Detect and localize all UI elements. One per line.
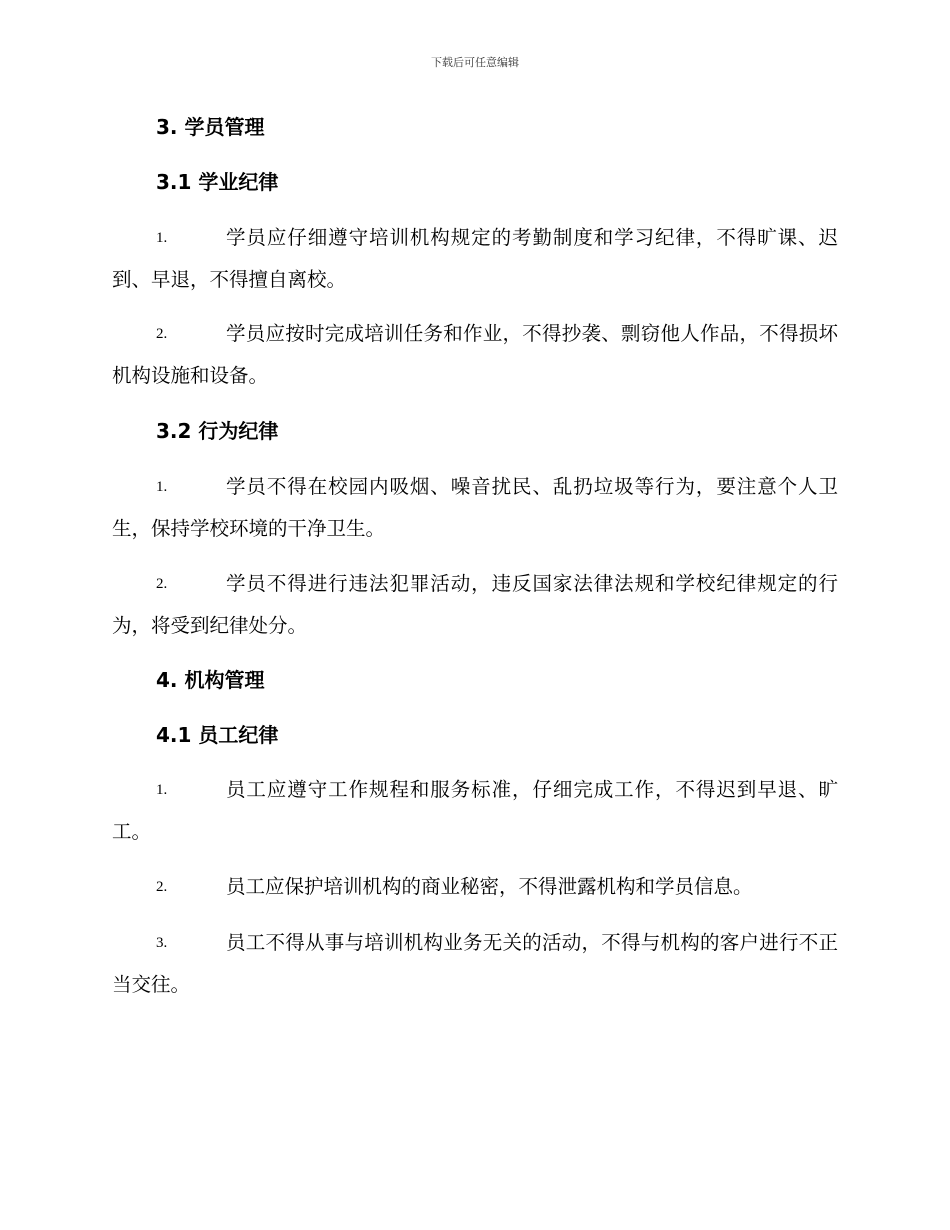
list-item xyxy=(112,769,838,853)
list-item-text: 员工不得从事与培训机构业务无关的活动，不得与机构的客户进行不正当交往。 xyxy=(112,931,838,996)
list-item-text: 员工应保护培训机构的商业秘密，不得泄露机构和学员信息。 xyxy=(226,875,753,898)
list-item-number: 3. xyxy=(156,935,168,951)
list-item-number: 1. xyxy=(156,782,168,798)
subsection-heading-4-1: 4.1 员工纪律 xyxy=(156,723,279,747)
list-item-number: 1. xyxy=(156,479,168,495)
list-item-text: 学员应仔细遵守培训机构规定的考勤制度和学习纪律，不得旷课、迟到、早退，不得擅自离校。 xyxy=(112,226,838,291)
list-item-text: 学员不得在校园内吸烟、噪音扰民、乱扔垃圾等行为，要注意个人卫生，保持学校环境的干净卫生。 xyxy=(112,475,838,540)
list-item-number: 2. xyxy=(156,879,168,895)
list-item xyxy=(112,866,838,908)
list-item xyxy=(112,466,838,550)
list-item xyxy=(112,217,838,301)
list-item xyxy=(112,922,838,1006)
list-item-text: 学员应按时完成培训任务和作业，不得抄袭、剽窃他人作品，不得损坏机构设施和设备。 xyxy=(112,322,838,387)
section-heading-3: 3. 学员管理 xyxy=(156,115,265,139)
page-header: 下载后可任意编辑 xyxy=(431,56,519,69)
subsection-heading-3-2: 3.2 行为纪律 xyxy=(156,419,279,443)
list-item-number: 2. xyxy=(156,326,168,342)
list-item xyxy=(112,313,838,397)
list-item-text: 员工应遵守工作规程和服务标准，仔细完成工作，不得迟到早退、旷工。 xyxy=(112,778,838,843)
section-heading-4: 4. 机构管理 xyxy=(156,668,265,692)
subsection-heading-3-1: 3.1 学业纪律 xyxy=(156,170,279,194)
list-item-number: 1. xyxy=(156,230,168,246)
list-item xyxy=(112,563,838,647)
list-item-number: 2. xyxy=(156,576,168,592)
list-item-text: 学员不得进行违法犯罪活动，违反国家法律法规和学校纪律规定的行为，将受到纪律处分。 xyxy=(112,572,838,637)
